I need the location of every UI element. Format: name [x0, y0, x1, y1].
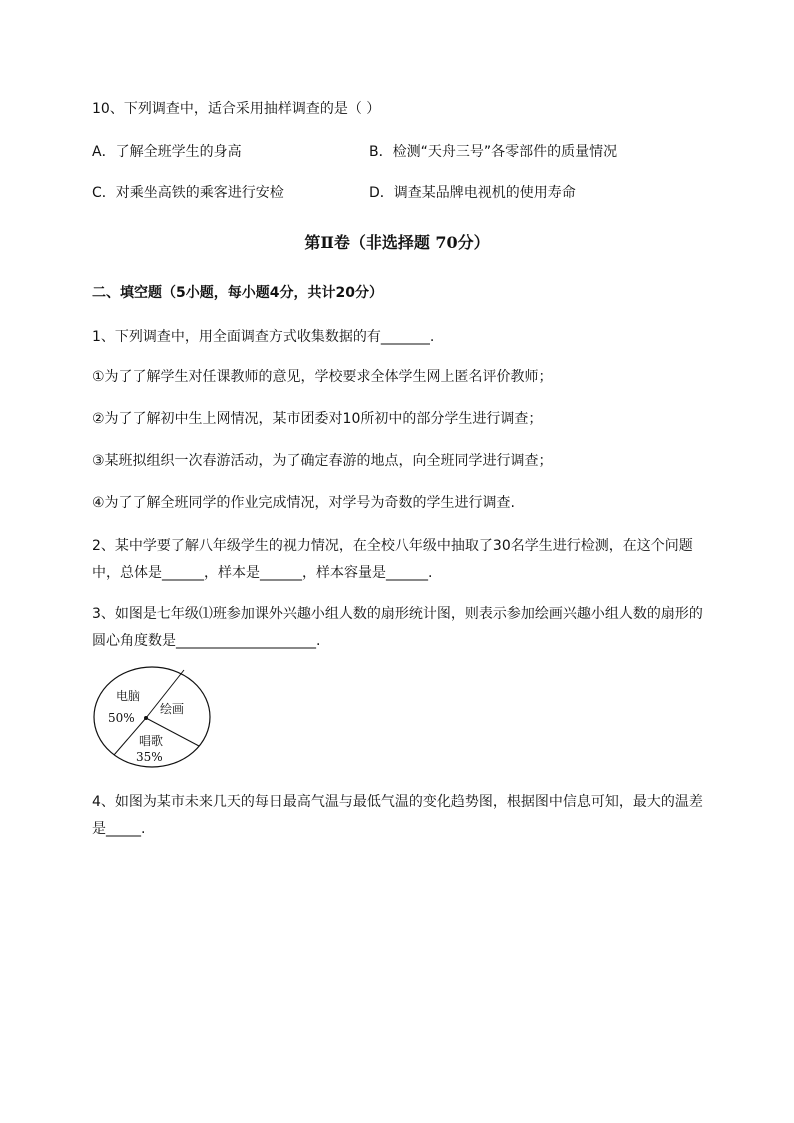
fill-q1-item-3: ③某班拟组织一次春游活动，为了确定春游的地点，向全班同学进行调查； — [92, 453, 553, 469]
pie-label-computer: 电脑 — [116, 689, 141, 703]
pie-chart-figure — [92, 665, 212, 769]
q10-option-c: C．对乘坐高铁的乘客进行安检 — [92, 185, 284, 201]
pie-pct-singing: 35% — [136, 750, 163, 764]
fill-q3-line-1: 3、如图是七年级⑴班参加课外兴趣小组人数的扇形统计图，则表示参加绘画兴趣小组人数的扇形的 — [92, 606, 703, 622]
pie-pct-computer: 50% — [108, 711, 135, 725]
fill-q4-line-2: 是_____. — [92, 821, 146, 837]
fill-q1-item-1: ①为了了解学生对任课教师的意见，学校要求全体学生网上匿名评价教师； — [92, 369, 553, 385]
fill-q1-item-4: ④为了了解全班同学的作业完成情况，对学号为奇数的学生进行调查. — [92, 495, 515, 511]
fill-q1-stem: 1、下列调查中，用全面调查方式收集数据的有_______. — [92, 329, 435, 345]
fill-q3-line-2: 圆心角度数是____________________. — [92, 633, 321, 649]
q10-stem: 10、下列调查中，适合采用抽样调查的是（ ） — [92, 101, 381, 117]
fill-q4-line-1: 4、如图为某市未来几天的每日最高气温与最低气温的变化趋势图，根据图中信息可知，最大的温差 — [92, 794, 703, 810]
q10-option-a: A．了解全班学生的身高 — [92, 144, 242, 160]
pie-label-singing: 唱歌 — [139, 734, 164, 748]
fill-q2-line-1: 2、某中学要了解八年级学生的视力情况，在全校八年级中抽取了30名学生进行检测，在这个问题 — [92, 538, 693, 554]
pie-label-drawing: 绘画 — [160, 702, 185, 716]
q10-option-d: D．调查某品牌电视机的使用寿命 — [369, 185, 576, 201]
part-heading: 二、填空题（5小题，每小题4分，共计20分） — [92, 285, 383, 301]
fill-q1-item-2: ②为了了解初中生上网情况，某市团委对10所初中的部分学生进行调查； — [92, 411, 543, 427]
fill-q2-line-2: 中，总体是______，样本是______，样本容量是______. — [92, 565, 433, 581]
section-title: 第Ⅱ卷（非选择题 70分） — [304, 233, 490, 252]
pie-center-dot — [144, 716, 148, 720]
q10-option-b: B．检测“天舟三号”各零部件的质量情况 — [369, 144, 618, 160]
